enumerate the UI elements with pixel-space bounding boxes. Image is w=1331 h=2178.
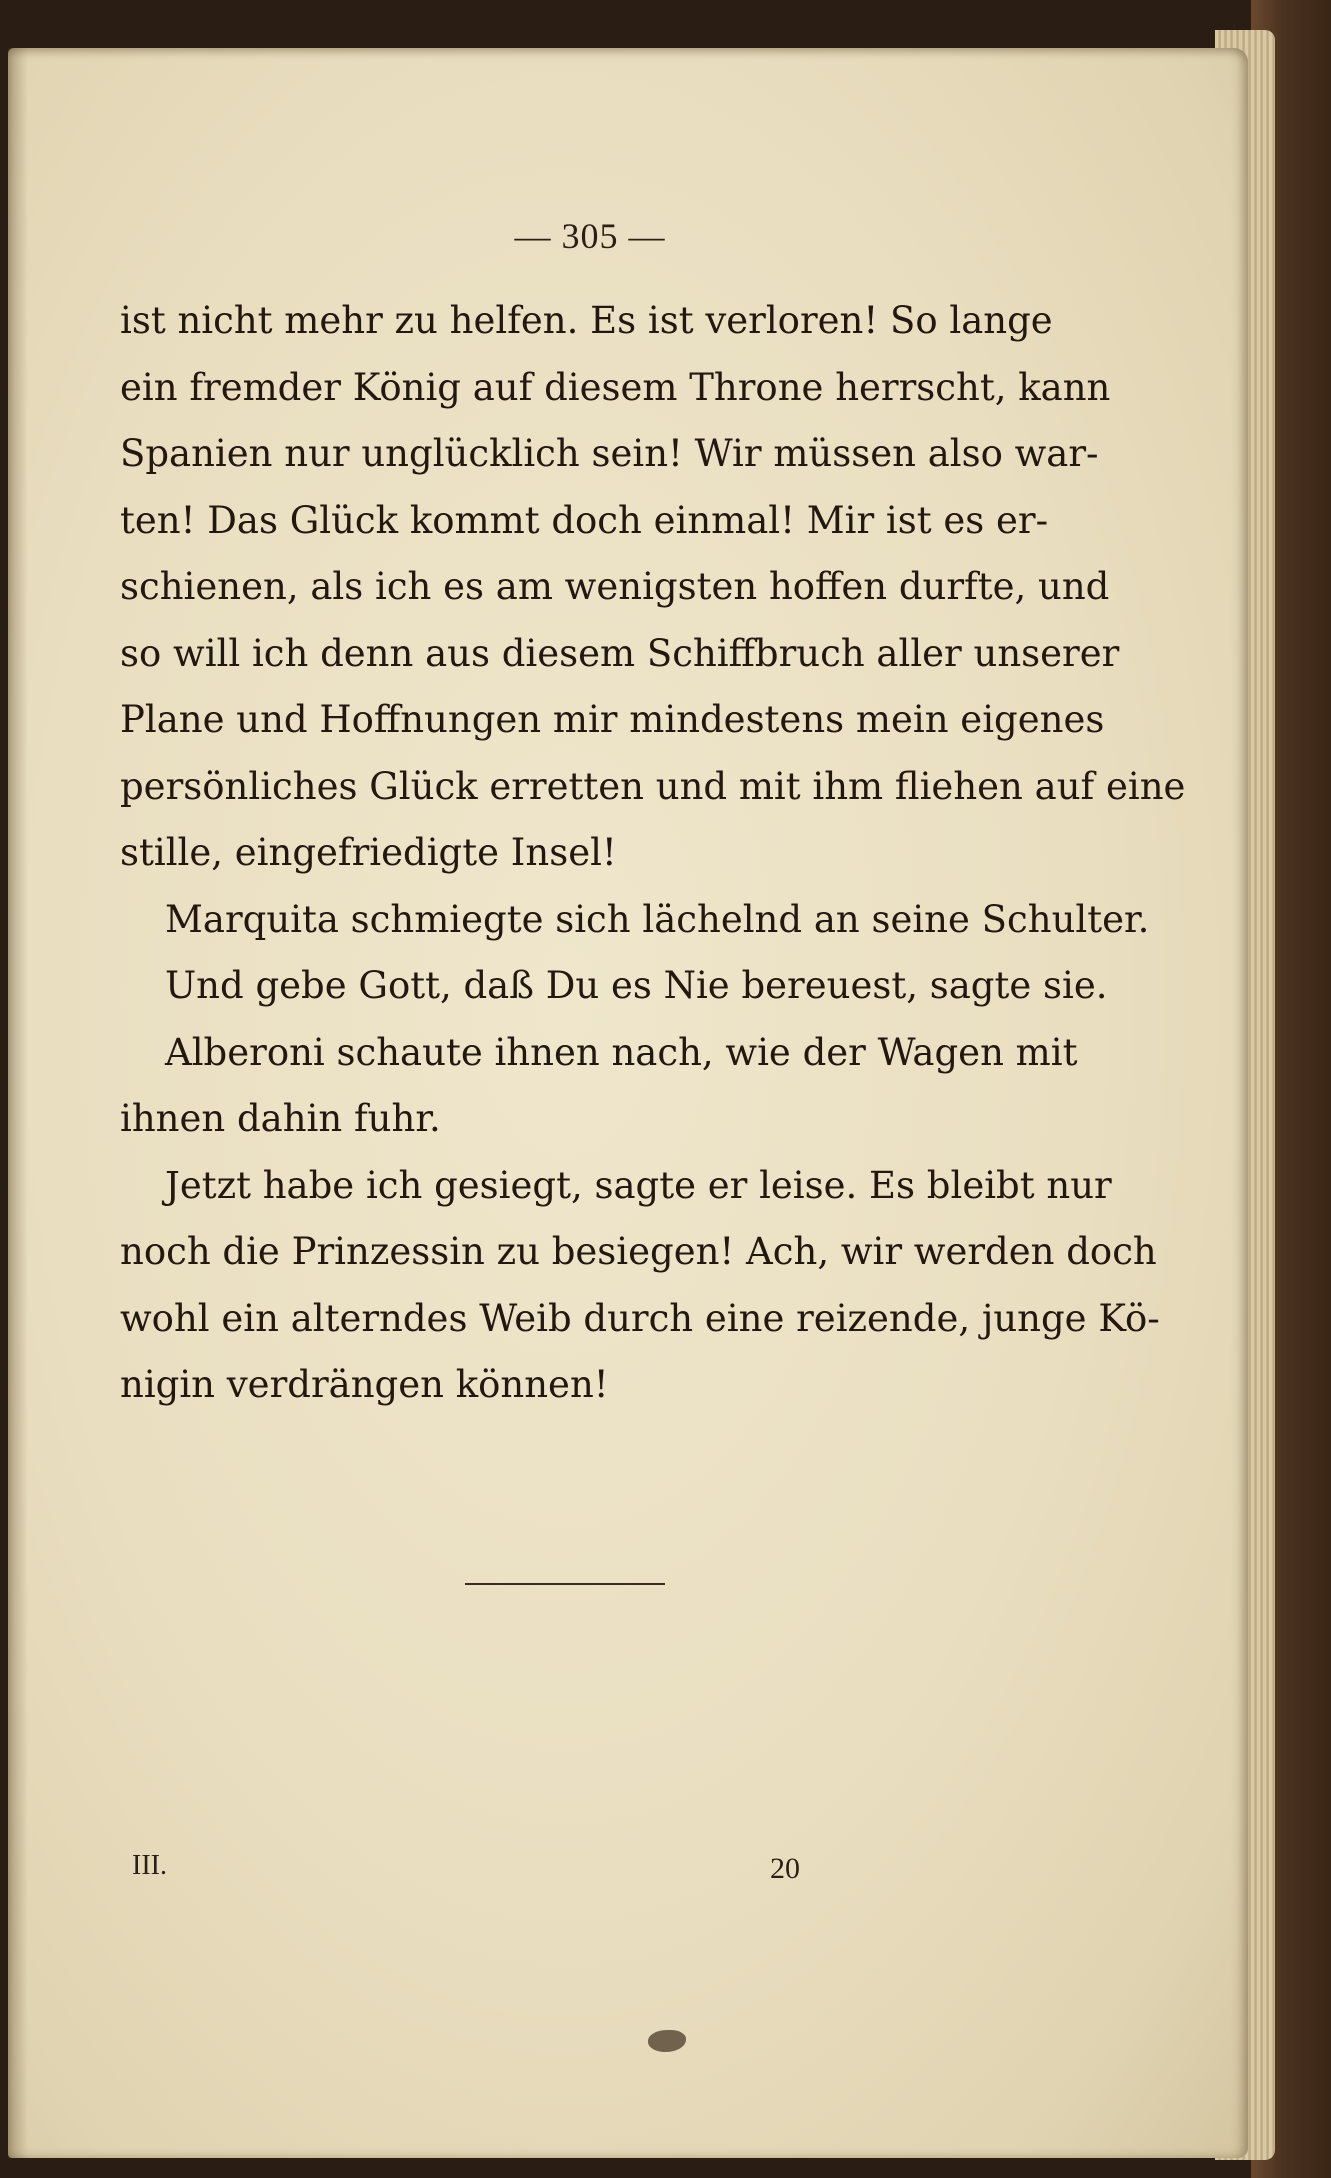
text-line: noch die Prinzessin zu besiegen! Ach, wir werden doch — [120, 1230, 1157, 1273]
text-line: Spanien nur unglücklich sein! Wir müssen also war- — [120, 432, 1099, 475]
text-line: Marquita schmiegte sich lächelnd an seine Schulter. — [165, 897, 1150, 941]
text-line: schienen, als ich es am wenigsten hoffen durfte, und — [120, 565, 1110, 608]
text-line: stille, eingefriedigte Insel! — [120, 831, 617, 874]
printer-signature-mark: III. — [132, 1850, 167, 1881]
text-line: wohl ein alterndes Weib durch eine reizende, junge Kö- — [120, 1296, 1160, 1340]
text-line: Und gebe Gott, daß Du es Nie bereuest, sagte sie. — [165, 964, 1108, 1007]
text-line: ist nicht mehr zu helfen. Es ist verloren! So lange — [120, 299, 1053, 342]
text-line: ein fremder König auf diesem Throne herrscht, kann — [120, 365, 1111, 409]
text-line: Plane und Hoffnungen mir mindestens mein eigenes — [120, 698, 1105, 741]
text-line: Jetzt habe ich gesiegt, sagte er leise. Es bleibt nur — [165, 1163, 1112, 1207]
text-line: Alberoni schaute ihnen nach, wie der Wagen mit — [165, 1030, 1078, 1074]
text-line: so will ich denn aus diesem Schiffbruch aller unserer — [120, 631, 1120, 675]
text-line: persönliches Glück erretten und mit ihm fliehen auf eine — [120, 764, 1186, 808]
text-line: ten! Das Glück kommt doch einmal! Mir ist es er- — [120, 498, 1049, 542]
body-text — [120, 288, 1186, 1419]
sheet-number: 20 — [770, 1852, 800, 1885]
page-gutter-shadow — [8, 48, 28, 2158]
page-number: — 305 — — [514, 216, 666, 256]
text-line: ihnen dahin fuhr. — [120, 1097, 441, 1140]
text-line: nigin verdrängen können! — [120, 1363, 609, 1406]
section-divider-rule — [465, 1583, 665, 1585]
